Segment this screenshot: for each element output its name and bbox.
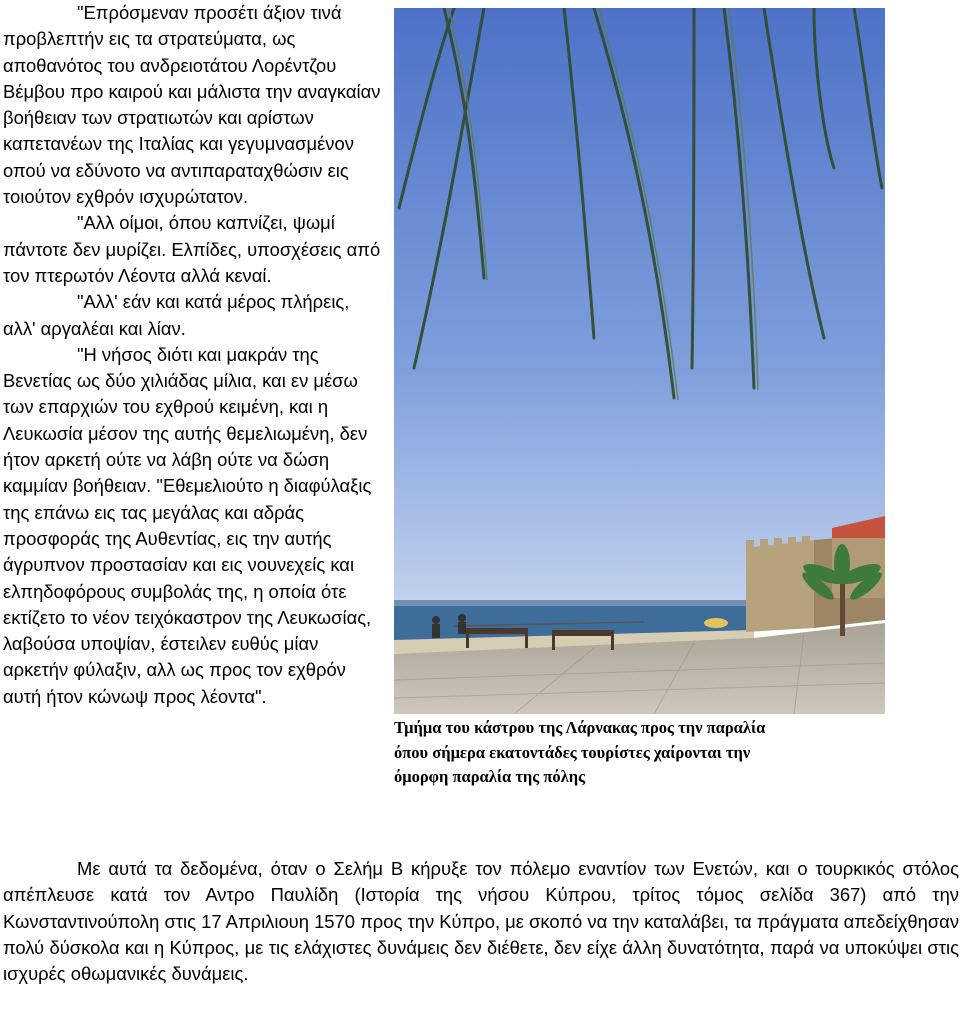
left-text-column bbox=[3, 0, 381, 710]
caption-line: όπου σήμερα εκατοντάδες τουρίστες χαίρονται την bbox=[394, 742, 751, 762]
paragraph-3: "Αλλ' εάν και κατά μέρος πλήρεις, αλλ' αργαλέαι και λίαν. bbox=[3, 291, 350, 339]
paragraph-1: "Επρόσμεναν προσέτι άξιον τινά προβλεπτήν εις τα στρατεύματα, ως αποθανότος του ανδρειοτάτου Λορέντζου Βέμβου προ καιρού και μάλιστα την αναγκαίαν βοήθειαν των στρατιωτών και αρίστων καπετανέων της Ιταλίας και γεγυμνασμένον οπού να εδύνοτο να αντιπαραταχθώσιν εις τοιούτον εχθρόν ισχυρώτατον. bbox=[3, 2, 381, 208]
paragraph-4: "Η νήσος διότι και μακράν της Βενετίας ως δύο χιλιάδας μίλια, και εν μέσω των επαρχιών του εχθρού κειμένη, και η Λευκωσία μέσον της αυτής θεμελιωμένη, δεν ήτον αρκετή ούτε να λάβη ούτε να δώση καμμίαν βοήθειαν. "Εθεμελιούτο η διαφύλαξις της επάνω εις τας μεγάλας και αδράς προσφοράς της Αυθεντίας, εις την αυτής άγρυπνον προστασίαν και εις νουνεχείς και ελπηδοφόρους συμβολάς της, η οποία ότε εκτίζετο το νέον τειχόκαστρον της Λευκωσίας, λαβούσα υποψίαν, έστειλεν ευθύς μίαν αρκετήν φύλαξιν, αλλ ως προς τον εχθρόν αυτή ήτον κώνωψ προς λέοντα". bbox=[3, 343, 372, 707]
larnaca-castle-photo bbox=[394, 8, 885, 714]
bottom-paragraph: Με αυτά τα δεδομένα, όταν ο Σελήμ Β κήρυξε τον πόλεμο εναντίον των Ενετών, και ο τουρκικός στόλος απέπλευσε κατά τον Αντρο Παυλίδη (Ιστορία της νήσου Κύπρου, τρίτος τόμος σελίδα 367) από την Κωνσταντινούπολη στις 17 Απριλιουη 1570 προς την Κύπρο, με σκοπό να την καταλάβει, τα πράγματα απεδείχθησαν πολύ δύσκολα και η Κύπρος, με τις ελάχιστες δυνάμεις δεν διέθετε, δεν είχε άλλη δυνατότητα, παρά να υποκύψει στις ισχυρές οθωμανικές δυνάμεις. bbox=[3, 858, 960, 985]
caption-line: όμορφη παραλία της πόλης bbox=[394, 767, 586, 786]
paragraph-2: "Αλλ οίμοι, όπου καπνίζει, ψωμί πάντοτε δεν μυρίζει. Ελπίδες, υποσχέσεις από τον πτερωτόν Λέοντα αλλά κεναί. bbox=[3, 212, 381, 286]
caption-line: Τμήμα του κάστρου της Λάρνακας προς την παραλία bbox=[394, 718, 766, 737]
photo-caption bbox=[394, 716, 894, 790]
